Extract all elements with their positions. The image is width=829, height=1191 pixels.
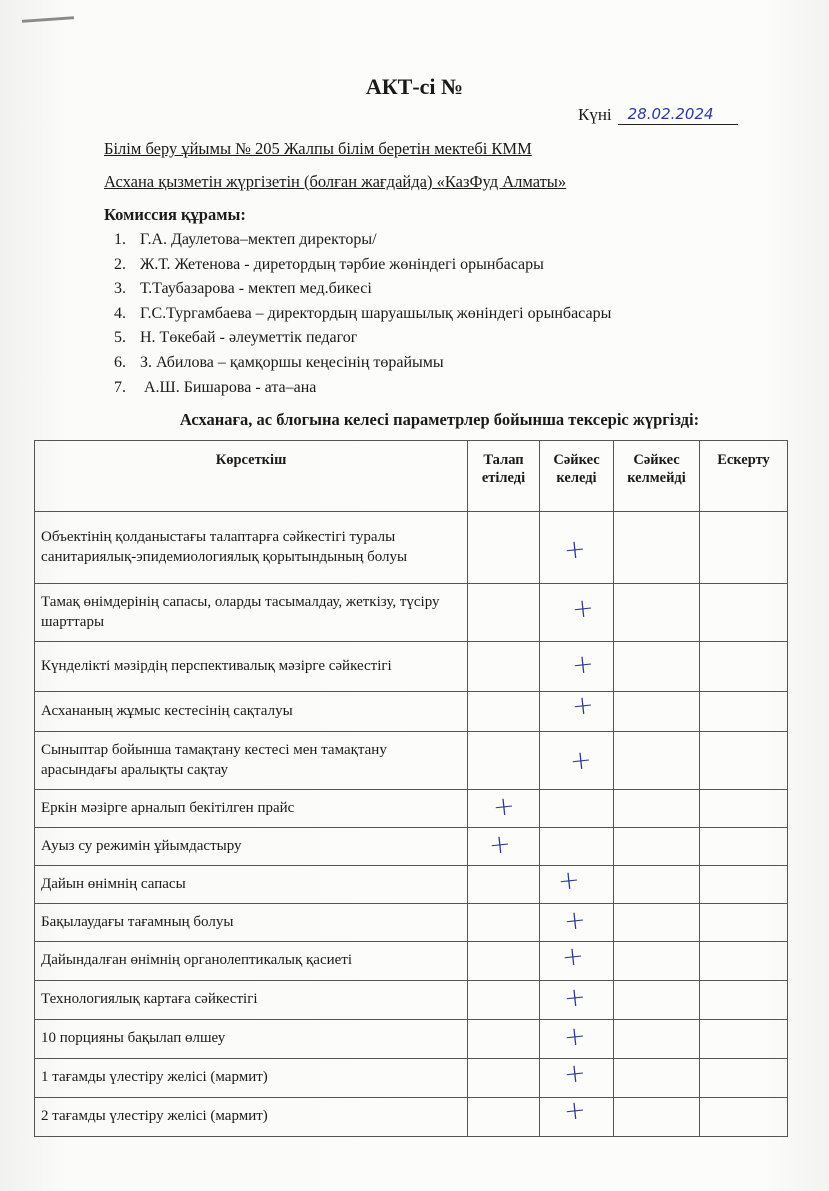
catering-prefix: Асхана қызметін жүргізетін (болған жағдайда) — [104, 172, 433, 191]
compliant-cell — [540, 828, 614, 866]
handwritten-mark: + — [560, 940, 585, 974]
noncompliant-cell — [614, 790, 700, 828]
commission-member — [114, 326, 611, 351]
header-note: Ескерту — [700, 441, 788, 512]
compliant-cell — [540, 512, 614, 584]
compliant-cell — [540, 866, 614, 904]
member-text: Ж.Т. Жетенова - диретордың тәрбие жөніндегі орынбасары — [140, 255, 544, 273]
indicator-cell: Еркін мәзірге арналып бекітілген прайс — [35, 790, 468, 828]
handwritten-mark: + — [562, 1094, 587, 1128]
table-row — [35, 692, 788, 732]
noncompliant-cell — [614, 512, 700, 584]
note-cell — [700, 790, 788, 828]
handwritten-mark: + — [487, 828, 512, 861]
inspection-table-wrap — [34, 440, 788, 1137]
compliant-cell — [540, 942, 614, 981]
required-cell — [468, 942, 540, 981]
member-text: А.Ш. Бишарова - ата–ана — [140, 378, 317, 396]
member-text: Г.А. Даулетова–мектеп директоры/ — [140, 231, 377, 248]
commission-member — [114, 253, 611, 278]
table-row — [35, 1059, 788, 1098]
note-cell — [700, 981, 788, 1020]
indicator-cell: Күнделікті мәзірдің перспективалық мәзірге сәйкестігі — [35, 642, 468, 692]
note-cell — [700, 642, 788, 692]
compliant-cell — [540, 904, 614, 942]
commission-member — [114, 376, 611, 401]
indicator-cell: 1 тағамды үлестіру желісі (мармит) — [35, 1059, 468, 1098]
indicator-cell: Тамақ өнімдерінің сапасы, оларды тасымалдау, жеткізу, түсіру шарттары — [35, 584, 468, 642]
compliant-cell — [540, 584, 614, 642]
required-cell — [468, 866, 540, 904]
date-row — [578, 104, 738, 125]
table-row — [35, 981, 788, 1020]
indicator-cell: Бақылаудағы тағамның болуы — [35, 904, 468, 942]
required-cell — [468, 790, 540, 828]
indicator-cell: Дайындалған өнімнің органолептикалық қасиеті — [35, 942, 468, 981]
member-number: 6. — [114, 353, 126, 371]
indicator-cell: Сыныптар бойынша тамақтану кестесі мен тамақтану арасындағы аралықты сақтау — [35, 732, 468, 790]
header-indicator: Көрсеткіш — [35, 441, 468, 512]
table-row — [35, 512, 788, 584]
member-number: 5. — [114, 329, 126, 347]
handwritten-mark: + — [570, 592, 595, 625]
required-cell — [468, 642, 540, 692]
table-row — [35, 642, 788, 692]
inspection-table — [34, 440, 788, 1137]
table-row — [35, 828, 788, 866]
required-cell — [468, 981, 540, 1020]
noncompliant-cell — [614, 828, 700, 866]
member-number: 1. — [114, 231, 126, 248]
noncompliant-cell — [614, 1059, 700, 1098]
handwritten-mark: + — [562, 1020, 587, 1054]
section-title: Асханаға, ас блогына келесі параметрлер бойынша тексеріс жүргізді: — [179, 410, 700, 429]
noncompliant-cell — [614, 1020, 700, 1059]
member-number: 4. — [114, 304, 126, 322]
handwritten-mark: + — [568, 744, 593, 777]
table-row — [35, 904, 788, 942]
noncompliant-cell — [614, 904, 700, 942]
note-cell — [700, 1020, 788, 1059]
member-number: 7. — [114, 378, 126, 396]
member-text: Н. Төкебай - әлеуметтік педагог — [140, 329, 358, 347]
catering-company: «КазФуд Алматы» — [436, 172, 567, 191]
noncompliant-cell — [614, 584, 700, 642]
commission-member — [114, 228, 611, 253]
compliant-cell — [540, 1020, 614, 1059]
noncompliant-cell — [614, 732, 700, 790]
commission-member — [114, 302, 611, 327]
note-cell — [700, 828, 788, 866]
page-title: АКТ-сі № — [365, 74, 464, 99]
required-cell — [468, 732, 540, 790]
compliant-cell — [540, 642, 614, 692]
table-row — [35, 942, 788, 981]
required-cell — [468, 1059, 540, 1098]
indicator-cell: Объектінің қолданыстағы талаптарға сәйкестігі туралы санитариялық-эпидемиологиялық қорытындының болуы — [35, 512, 468, 584]
required-cell — [468, 1020, 540, 1059]
header-compliant: Сәйкес келеді — [540, 441, 614, 512]
table-row — [35, 790, 788, 828]
table-body — [35, 512, 788, 1137]
noncompliant-cell — [614, 981, 700, 1020]
note-cell — [700, 732, 788, 790]
indicator-cell: 10 порцияны бақылап өлшеу — [35, 1020, 468, 1059]
noncompliant-cell — [614, 942, 700, 981]
date-label: Күні — [578, 105, 612, 124]
handwritten-mark: + — [491, 790, 516, 823]
note-cell — [700, 942, 788, 981]
handwritten-mark: + — [562, 533, 587, 566]
compliant-cell — [540, 1059, 614, 1098]
compliant-cell — [540, 689, 614, 732]
indicator-cell: Технологиялық картаға сәйкестігі — [35, 981, 468, 1020]
note-cell — [700, 1098, 788, 1137]
indicator-cell: Ауыз су режимін ұйымдастыру — [35, 828, 468, 866]
table-row — [35, 1098, 788, 1137]
member-text: Т.Таубазарова - мектеп мед.бикесі — [140, 280, 372, 298]
commission-title: Комиссия құрамы: — [104, 205, 246, 224]
note-cell — [700, 692, 788, 732]
compliant-cell — [540, 1094, 614, 1137]
required-cell — [468, 1098, 540, 1137]
table-row — [35, 584, 788, 642]
handwritten-mark: + — [570, 648, 595, 681]
note-cell — [700, 866, 788, 904]
header-noncompliant: Сәйкес келмейді — [614, 441, 700, 512]
noncompliant-cell — [614, 692, 700, 732]
note-cell — [700, 904, 788, 942]
member-text: Г.С.Тургамбаева – директордың шаруашылық жөніндегі орынбасары — [140, 304, 612, 322]
table-header-row — [35, 441, 788, 512]
noncompliant-cell — [614, 1098, 700, 1137]
table-row — [35, 732, 788, 790]
member-number: 2. — [114, 255, 126, 273]
required-cell — [468, 584, 540, 642]
catering-line — [104, 172, 566, 192]
corner-pen-mark — [22, 16, 74, 23]
table-row — [35, 866, 788, 904]
required-cell — [468, 692, 540, 732]
handwritten-mark: + — [562, 981, 587, 1015]
noncompliant-cell — [614, 642, 700, 692]
handwritten-mark: + — [562, 1057, 587, 1091]
indicator-cell: Асхананың жұмыс кестесінің сақталуы — [35, 692, 468, 732]
required-cell — [468, 512, 540, 584]
commission-member — [114, 351, 611, 376]
noncompliant-cell — [614, 866, 700, 904]
note-cell — [700, 1059, 788, 1098]
header-required: Талап етіледі — [468, 441, 540, 512]
member-text: З. Абилова – қамқоршы кеңесінің төрайымы — [140, 353, 444, 371]
required-cell — [468, 828, 540, 866]
compliant-cell — [540, 790, 614, 828]
note-cell — [700, 512, 788, 584]
compliant-cell — [540, 981, 614, 1020]
indicator-cell: Дайын өнімнің сапасы — [35, 866, 468, 904]
required-cell — [468, 904, 540, 942]
compliant-cell — [540, 732, 614, 790]
handwritten-mark: + — [556, 864, 581, 897]
table-row — [35, 1020, 788, 1059]
date-value: 28.02.2024 — [618, 104, 738, 125]
commission-members-list — [114, 228, 611, 400]
handwritten-mark: + — [570, 689, 595, 722]
member-number: 3. — [114, 280, 126, 298]
indicator-cell: 2 тағамды үлестіру желісі (мармит) — [35, 1098, 468, 1137]
note-cell — [700, 584, 788, 642]
commission-member — [114, 277, 611, 302]
handwritten-mark: + — [562, 904, 587, 937]
organization-line: Білім беру ұйымы № 205 Жалпы білім беретін мектебі КММ — [104, 139, 532, 158]
